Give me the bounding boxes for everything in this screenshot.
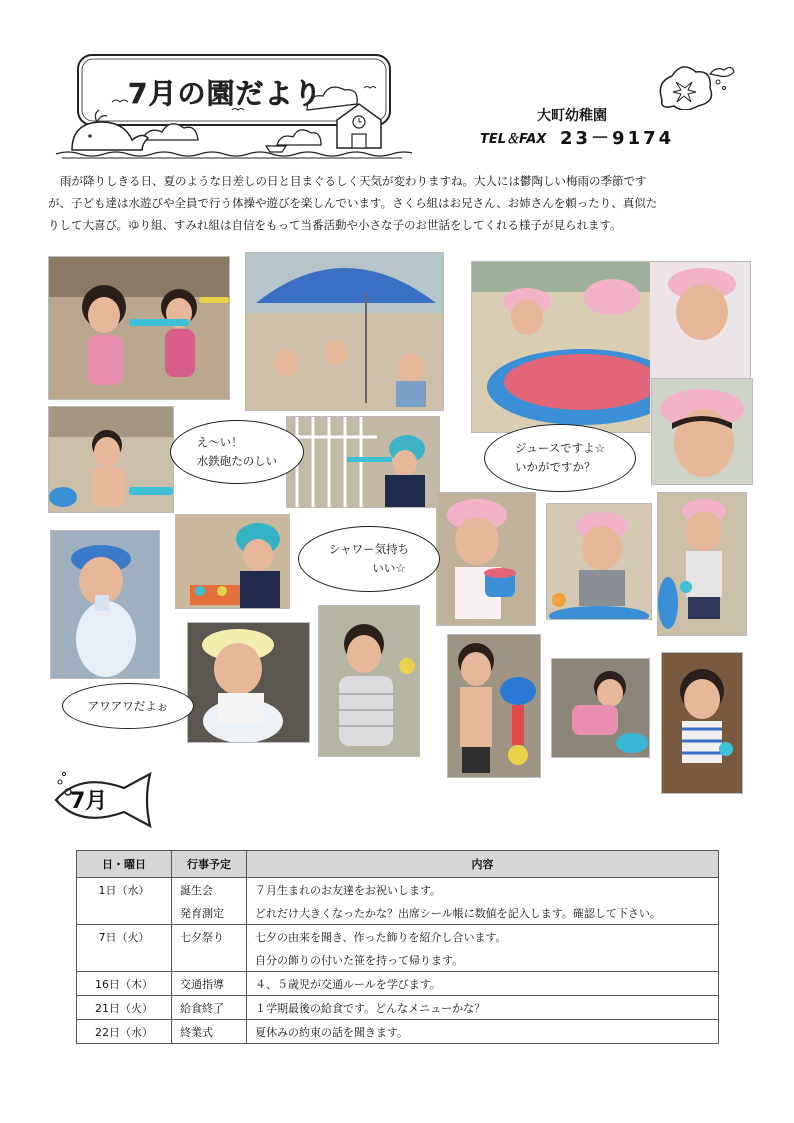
photo-boy-water-gun: [48, 406, 174, 513]
photo-boy-wet: [318, 605, 420, 757]
bubble-text: アワアワだよぉ: [87, 698, 169, 713]
starfish-doodle-icon: [652, 60, 740, 110]
photo-boy-by-fence: [286, 416, 440, 508]
tel-fax-number: 23－9174: [560, 128, 675, 149]
photo-umbrella-shower: [245, 252, 444, 411]
photo-toddler-standing: [661, 652, 743, 794]
speech-bubble-juice: [484, 424, 636, 492]
intro-line: が、子ども達は水遊びや全員で行う体操や遊びを楽しんでいます。さくら組はお兄さん、お姉さんを頼ったり、真似た: [48, 196, 658, 210]
table-row: [77, 1020, 719, 1044]
table-row: [77, 996, 719, 1020]
bubble-text: ジュースですよ☆: [514, 441, 605, 455]
bubble-text: え～い！: [196, 435, 243, 449]
cell-content: ４、５歳児が交通ルールを学びます。: [247, 972, 719, 996]
table-row: [77, 878, 719, 902]
cell-date: 22日（水）: [77, 1020, 172, 1044]
photo-boy-pool-cup: [546, 503, 652, 620]
cell-content: 自分の飾りの付いた笹を持って帰ります。: [247, 948, 719, 972]
column-header-event: 行事予定: [172, 851, 247, 878]
cell-date: 16日（木）: [77, 972, 172, 996]
column-header-content: 内容: [247, 851, 719, 878]
bubble-text: シャワー気持ち: [328, 542, 410, 556]
cell-date: [77, 901, 172, 925]
cell-content: 夏休みの約束の話を聞きます。: [247, 1020, 719, 1044]
school-name: 大町幼稚園: [537, 108, 607, 124]
photo-girl-bucket-crouch: [551, 658, 650, 758]
cell-event: 給食終了: [172, 996, 247, 1020]
cell-event: [172, 948, 247, 972]
photo-boy-blue-bucket: [657, 492, 747, 636]
intro-line: りして大喜び。ゆり組、すみれ組は自信をもって当番活動や小さな子のお世話をしてくれる様子が見られます。: [48, 218, 622, 232]
table-row: [77, 925, 719, 949]
table-header-row: [77, 851, 719, 878]
table-row: [77, 948, 719, 972]
intro-paragraph: [48, 170, 753, 236]
event-schedule-table: [76, 850, 719, 1044]
photo-girl-pink-hat: [651, 378, 753, 485]
cell-date: 1日（水）: [77, 878, 172, 902]
photo-boy-bubble-bottle: [50, 530, 160, 679]
newsletter-title: 7月の園だより: [128, 77, 323, 110]
photo-girl-foam: [187, 622, 310, 743]
cell-event: 終業式: [172, 1020, 247, 1044]
cell-content: １学期最後の給食です。どんなメニューかな？: [247, 996, 719, 1020]
speech-bubble-foam: [62, 683, 194, 729]
cell-event: 七夕祭り: [172, 925, 247, 949]
cell-event: 交通指導: [172, 972, 247, 996]
cell-event: 誕生会: [172, 878, 247, 902]
photo-boy-blue-cap: [175, 514, 290, 609]
photo-girl-cup: [436, 492, 536, 626]
table-row: [77, 901, 719, 925]
cell-date: 21日（火）: [77, 996, 172, 1020]
bubble-text: 水鉄砲たのしい: [196, 454, 278, 468]
bubble-text: いかがですか？: [514, 460, 596, 474]
intro-line: 雨が降りしきる日、夏のような日差しの日と目まぐるしく天気が変わりますね。大人には鬱陶しい梅雨の季節です: [60, 174, 647, 188]
bubble-text: いい☆: [372, 561, 406, 575]
tel-fax-label: TEL＆FAX: [480, 132, 547, 147]
cell-content: 七夕の由来を聞き、作った飾りを紹介し合います。: [247, 925, 719, 949]
photo-boy-water-toy: [447, 634, 541, 778]
month-label: 7月: [70, 789, 108, 814]
cell-date: [77, 948, 172, 972]
table-row: [77, 972, 719, 996]
column-header-date: 日・曜日: [77, 851, 172, 878]
cell-event: 発育測定: [172, 901, 247, 925]
photo-girls-water-guns: [48, 256, 230, 400]
speech-bubble-water-gun: [170, 420, 304, 484]
cell-content: ７月生まれのお友達をお祝いします。: [247, 878, 719, 902]
speech-bubble-shower: [298, 526, 440, 592]
cell-content: どれだけ大きくなったかな？出席シール帳に数値を記入します。確認して下さい。: [247, 901, 719, 925]
cell-date: 7日（火）: [77, 925, 172, 949]
